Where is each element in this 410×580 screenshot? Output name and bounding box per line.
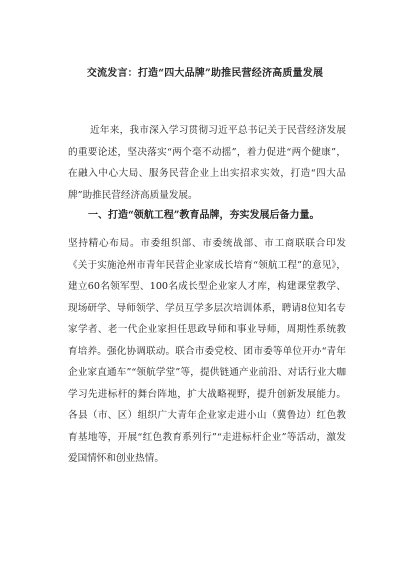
section-body-paragraph: 坚持精心布局。市委组织部、市委统战部、市工商联联合印发《关于实施沧州市青年民营企业家成长培育“领航工程”的意见》，建立60名领军型、100名成长型企业家人才库，构建课堂教学、现场研学、导师领学、学员互学多层次培训体系，聘请8位知名专家学者、老一代企业家担任思政导师和事业导师，周期性系统教育培养。强化协调联动。联合市委党校、团市委等单位开办“青年企业家直通车”“领航学堂”等，提供链通产业前沿、对话行业大咖学习先进标杆的舞台阵地，扩大战略视野，提升创新发展能力。各县（市、区）组织广大青年企业家走进小山（冀鲁边）红色教育基地等，开展“红色教育系列行”“走进标杆企业”等活动，激发爱国情怀和创业热情。 — [68, 238, 346, 464]
section-heading: 一、打造“领航工程”教育品牌，夯实发展后备力量。 — [88, 210, 320, 221]
document-title: 交流发言：打造“四大品牌”助推民营经济高质量发展 — [86, 68, 324, 79]
intro-paragraph: 近年来，我市深入学习贯彻习近平总书记关于民营经济发展的重要论述，坚决落实“两个毫不动摇”，着力促进“两个健康”，在融入中心大局、服务民营企业上出实招求实效，打造“四大品牌”助推民营经济高质量发展。 — [68, 125, 346, 201]
